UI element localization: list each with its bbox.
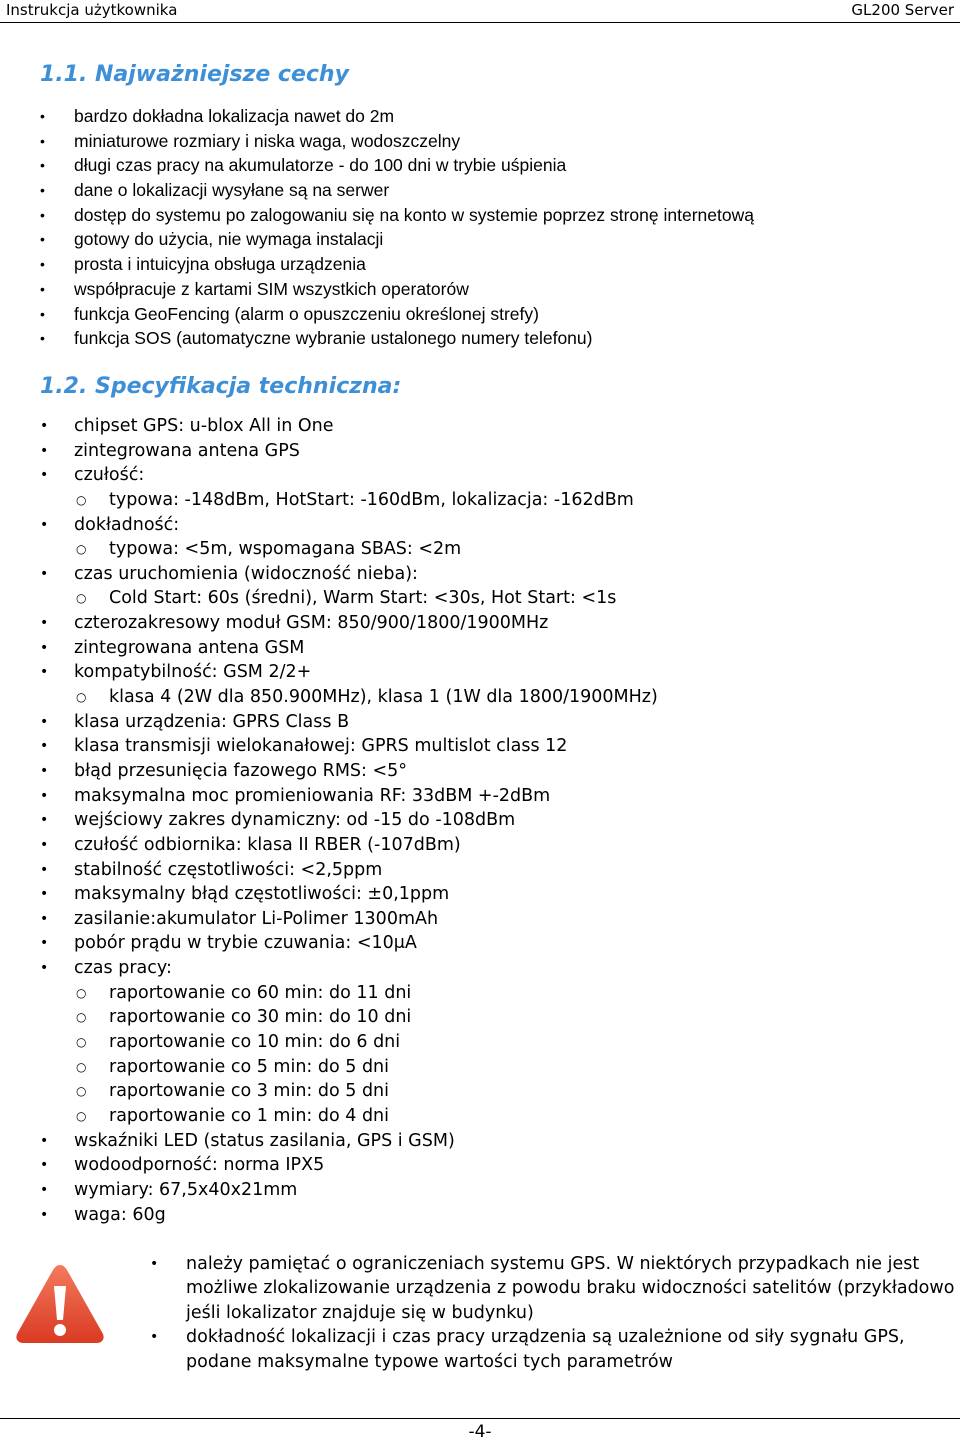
warning-notes-list (150, 1252, 960, 1374)
list-item: • zintegrowana antena GSM (40, 636, 658, 661)
section-title-main-features: 1.1. Najważniejsze cechy (40, 62, 349, 87)
list-item: • dokładność: (40, 513, 658, 538)
list-item: • współpracuje z kartami SIM wszystkich operatorów (40, 277, 754, 302)
list-item: • gotowy do użycia, nie wymaga instalacji (40, 227, 754, 252)
page-footer (0, 1418, 960, 1440)
footer-rule (0, 1418, 960, 1419)
list-item: • klasa transmisji wielokanałowej: GPRS multislot class 12 (40, 734, 658, 759)
page-number: -4- (468, 1422, 492, 1442)
list-item: • czułość odbiornika: klasa II RBER (-107dBm) (40, 833, 658, 858)
sub-list-item: ○ typowa: <5m, wspomagana SBAS: <2m (40, 537, 658, 562)
list-item: • długi czas pracy na akumulatorze - do 100 dni w trybie uśpienia (40, 153, 754, 178)
sub-list-item: ○ raportowanie co 30 min: do 10 dni (40, 1005, 658, 1030)
section-title-specification: 1.2. Specyfikacja techniczna: (40, 374, 402, 399)
list-item: • dane o lokalizacji wysyłane są na serwer (40, 178, 754, 203)
list-item: • błąd przesunięcia fazowego RMS: <5° (40, 759, 658, 784)
list-item: • czterozakresowy moduł GSM: 850/900/1800/1900MHz (40, 611, 658, 636)
list-item: • czas pracy: (40, 956, 658, 981)
list-item: • miniaturowe rozmiary i niska waga, wodoszczelny (40, 129, 754, 154)
warning-triangle-icon (14, 1262, 106, 1346)
list-item: • dokładność lokalizacji i czas pracy urządzenia są uzależnione od siły sygnału GPS, podane maksymalne typowe wartości tych parametrów (150, 1325, 960, 1374)
sub-list-item: ○ typowa: -148dBm, HotStart: -160dBm, lokalizacja: -162dBm (40, 488, 658, 513)
list-item: • zintegrowana antena GPS (40, 439, 658, 464)
specification-list (40, 414, 658, 1227)
header-rule (0, 22, 960, 23)
list-item: • prosta i intuicyjna obsługa urządzenia (40, 252, 754, 277)
list-item: • zasilanie:akumulator Li-Polimer 1300mAh (40, 907, 658, 932)
list-item: • klasa urządzenia: GPRS Class B (40, 710, 658, 735)
list-item: • bardzo dokładna lokalizacja nawet do 2m (40, 104, 754, 129)
features-list (40, 104, 754, 351)
sub-list-item: ○ raportowanie co 1 min: do 4 dni (40, 1104, 658, 1129)
list-item: • funkcja SOS (automatyczne wybranie ustalonego numery telefonu) (40, 326, 754, 351)
sub-list-item: ○ klasa 4 (2W dla 850.900MHz), klasa 1 (1W dla 1800/1900MHz) (40, 685, 658, 710)
page-header (0, 0, 960, 22)
list-item: • kompatybilność: GSM 2/2+ (40, 660, 658, 685)
list-item: • stabilność częstotliwości: <2,5ppm (40, 858, 658, 883)
list-item: • waga: 60g (40, 1203, 658, 1228)
list-item: • wymiary: 67,5x40x21mm (40, 1178, 658, 1203)
list-item: • funkcja GeoFencing (alarm o opuszczeniu określonej strefy) (40, 302, 754, 327)
header-doc-title: Instrukcja użytkownika (6, 1, 178, 19)
sub-list-item: ○ raportowanie co 3 min: do 5 dni (40, 1079, 658, 1104)
list-item: • maksymalna moc promieniowania RF: 33dBM +-2dBm (40, 784, 658, 809)
list-item: • czułość: (40, 463, 658, 488)
header-product-name: GL200 Server (851, 1, 954, 19)
list-item: • należy pamiętać o ograniczeniach systemu GPS. W niektórych przypadkach nie jest możliwe zlokalizowanie urządzenia z powodu braku widoczności satelitów (przykładowo jeśli lokalizator znajduje się w budynku) (150, 1252, 960, 1325)
list-item: • czas uruchomienia (widoczność nieba): (40, 562, 658, 587)
list-item: • wskaźniki LED (status zasilania, GPS i GSM) (40, 1129, 658, 1154)
sub-list-item: ○ raportowanie co 10 min: do 6 dni (40, 1030, 658, 1055)
list-item: • maksymalny błąd częstotliwości: ±0,1ppm (40, 882, 658, 907)
sub-list-item: ○ raportowanie co 5 min: do 5 dni (40, 1055, 658, 1080)
list-item: • pobór prądu w trybie czuwania: <10μA (40, 931, 658, 956)
list-item: • wejściowy zakres dynamiczny: od -15 do -108dBm (40, 808, 658, 833)
list-item: • chipset GPS: u-blox All in One (40, 414, 658, 439)
sub-list-item: ○ Cold Start: 60s (średni), Warm Start: <30s, Hot Start: <1s (40, 586, 658, 611)
sub-list-item: ○ raportowanie co 60 min: do 11 dni (40, 981, 658, 1006)
list-item: • dostęp do systemu po zalogowaniu się na konto w systemie poprzez stronę internetową (40, 203, 754, 228)
list-item: • wodoodporność: norma IPX5 (40, 1153, 658, 1178)
